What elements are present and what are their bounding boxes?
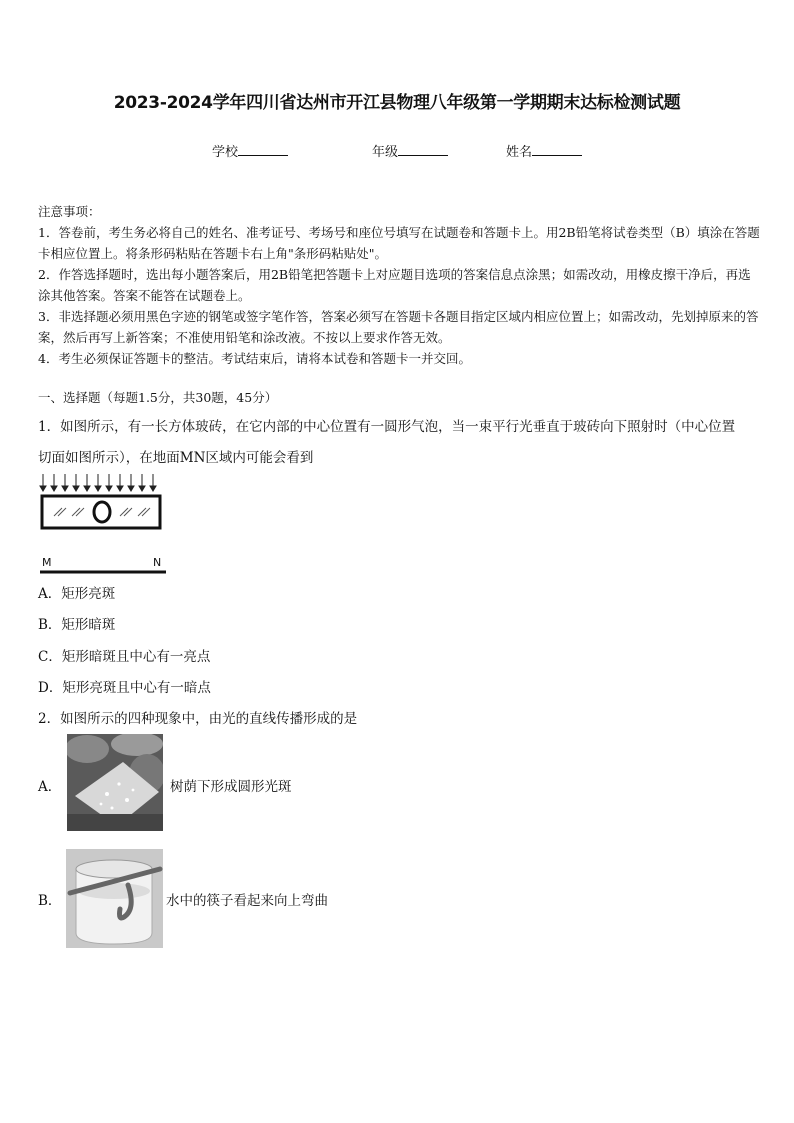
- school-label: 学校: [212, 145, 239, 160]
- q1-option-d[interactable]: D．矩形亮斑且中心有一暗点: [38, 680, 211, 696]
- q2-option-b-caption: 水中的筷子看起来向上弯曲: [166, 893, 328, 909]
- q1-figure: [36, 472, 176, 576]
- grade-blank[interactable]: [398, 143, 448, 156]
- q1-text-line2: 切面如图所示），在地面MN区域内可能会看到: [38, 450, 314, 466]
- notice-item-1: 1．答卷前，考生务必将自己的姓名、准考证号、考场号和座位号填写在试题卷和答题卡上。用2B铅笔将试卷类型（B）填涂在答题卡相应位置上。将条形码粘贴在答题卡右上角"条形码粘贴处"。: [38, 225, 760, 261]
- school-blank[interactable]: [238, 143, 288, 156]
- notice-item-2: 2．作答选择题时，选出每小题答案后，用2B铅笔把答题卡上对应题目选项的答案信息点涂黑；如需改动，用橡皮擦干净后，再选涂其他答案。答案不能答在试题卷上。: [38, 267, 751, 303]
- q1-text-line1: 1．如图所示，有一长方体玻砖，在它内部的中心位置有一圆形气泡，当一束平行光垂直于玻砖向下照射时（中心位置: [38, 419, 736, 435]
- name-blank[interactable]: [532, 143, 582, 156]
- page-title: 2023-2024学年四川省达州市开江县物理八年级第一学期期末达标检测试题: [113, 93, 681, 113]
- q2-option-a-letter[interactable]: A．: [38, 779, 62, 795]
- q2-option-a-caption: 树荫下形成圆形光斑: [170, 779, 292, 795]
- q2-option-a-image[interactable]: [67, 734, 163, 831]
- notice-heading: 注意事项：: [38, 204, 101, 219]
- q1-option-a[interactable]: A．矩形亮斑: [38, 586, 116, 602]
- q2-option-b-image[interactable]: [66, 849, 163, 948]
- q2-text: 2．如图所示的四种现象中，由光的直线传播形成的是: [38, 711, 358, 727]
- label-m: M: [42, 556, 52, 569]
- grade-field[interactable]: [372, 141, 448, 160]
- q1-option-c[interactable]: C．矩形暗斑且中心有一亮点: [38, 649, 211, 665]
- light-arrows: [40, 474, 156, 491]
- q1-option-b[interactable]: B．矩形暗斑: [38, 617, 116, 633]
- name-field[interactable]: [506, 141, 582, 160]
- section-heading: 一、选择题（每题1.5分，共30题，45分）: [38, 390, 278, 405]
- notice-item-4: 4．考生必须保证答题卡的整洁。考试结束后，请将本试卷和答题卡一并交回。: [38, 351, 471, 366]
- q2-option-b-letter[interactable]: B．: [38, 893, 62, 909]
- label-n: N: [153, 556, 162, 569]
- name-label: 姓名: [506, 145, 533, 160]
- air-bubble: [94, 502, 110, 522]
- grade-label: 年级: [372, 145, 399, 160]
- school-field[interactable]: [212, 141, 288, 160]
- notice-item-3: 3．非选择题必须用黑色字迹的钢笔或签字笔作答，答案必须写在答题卡各题目指定区域内相应位置上；如需改动，先划掉原来的答案，然后再写上新答案；不准使用铅笔和涂改液。不按以上要求作答无效。: [38, 309, 759, 345]
